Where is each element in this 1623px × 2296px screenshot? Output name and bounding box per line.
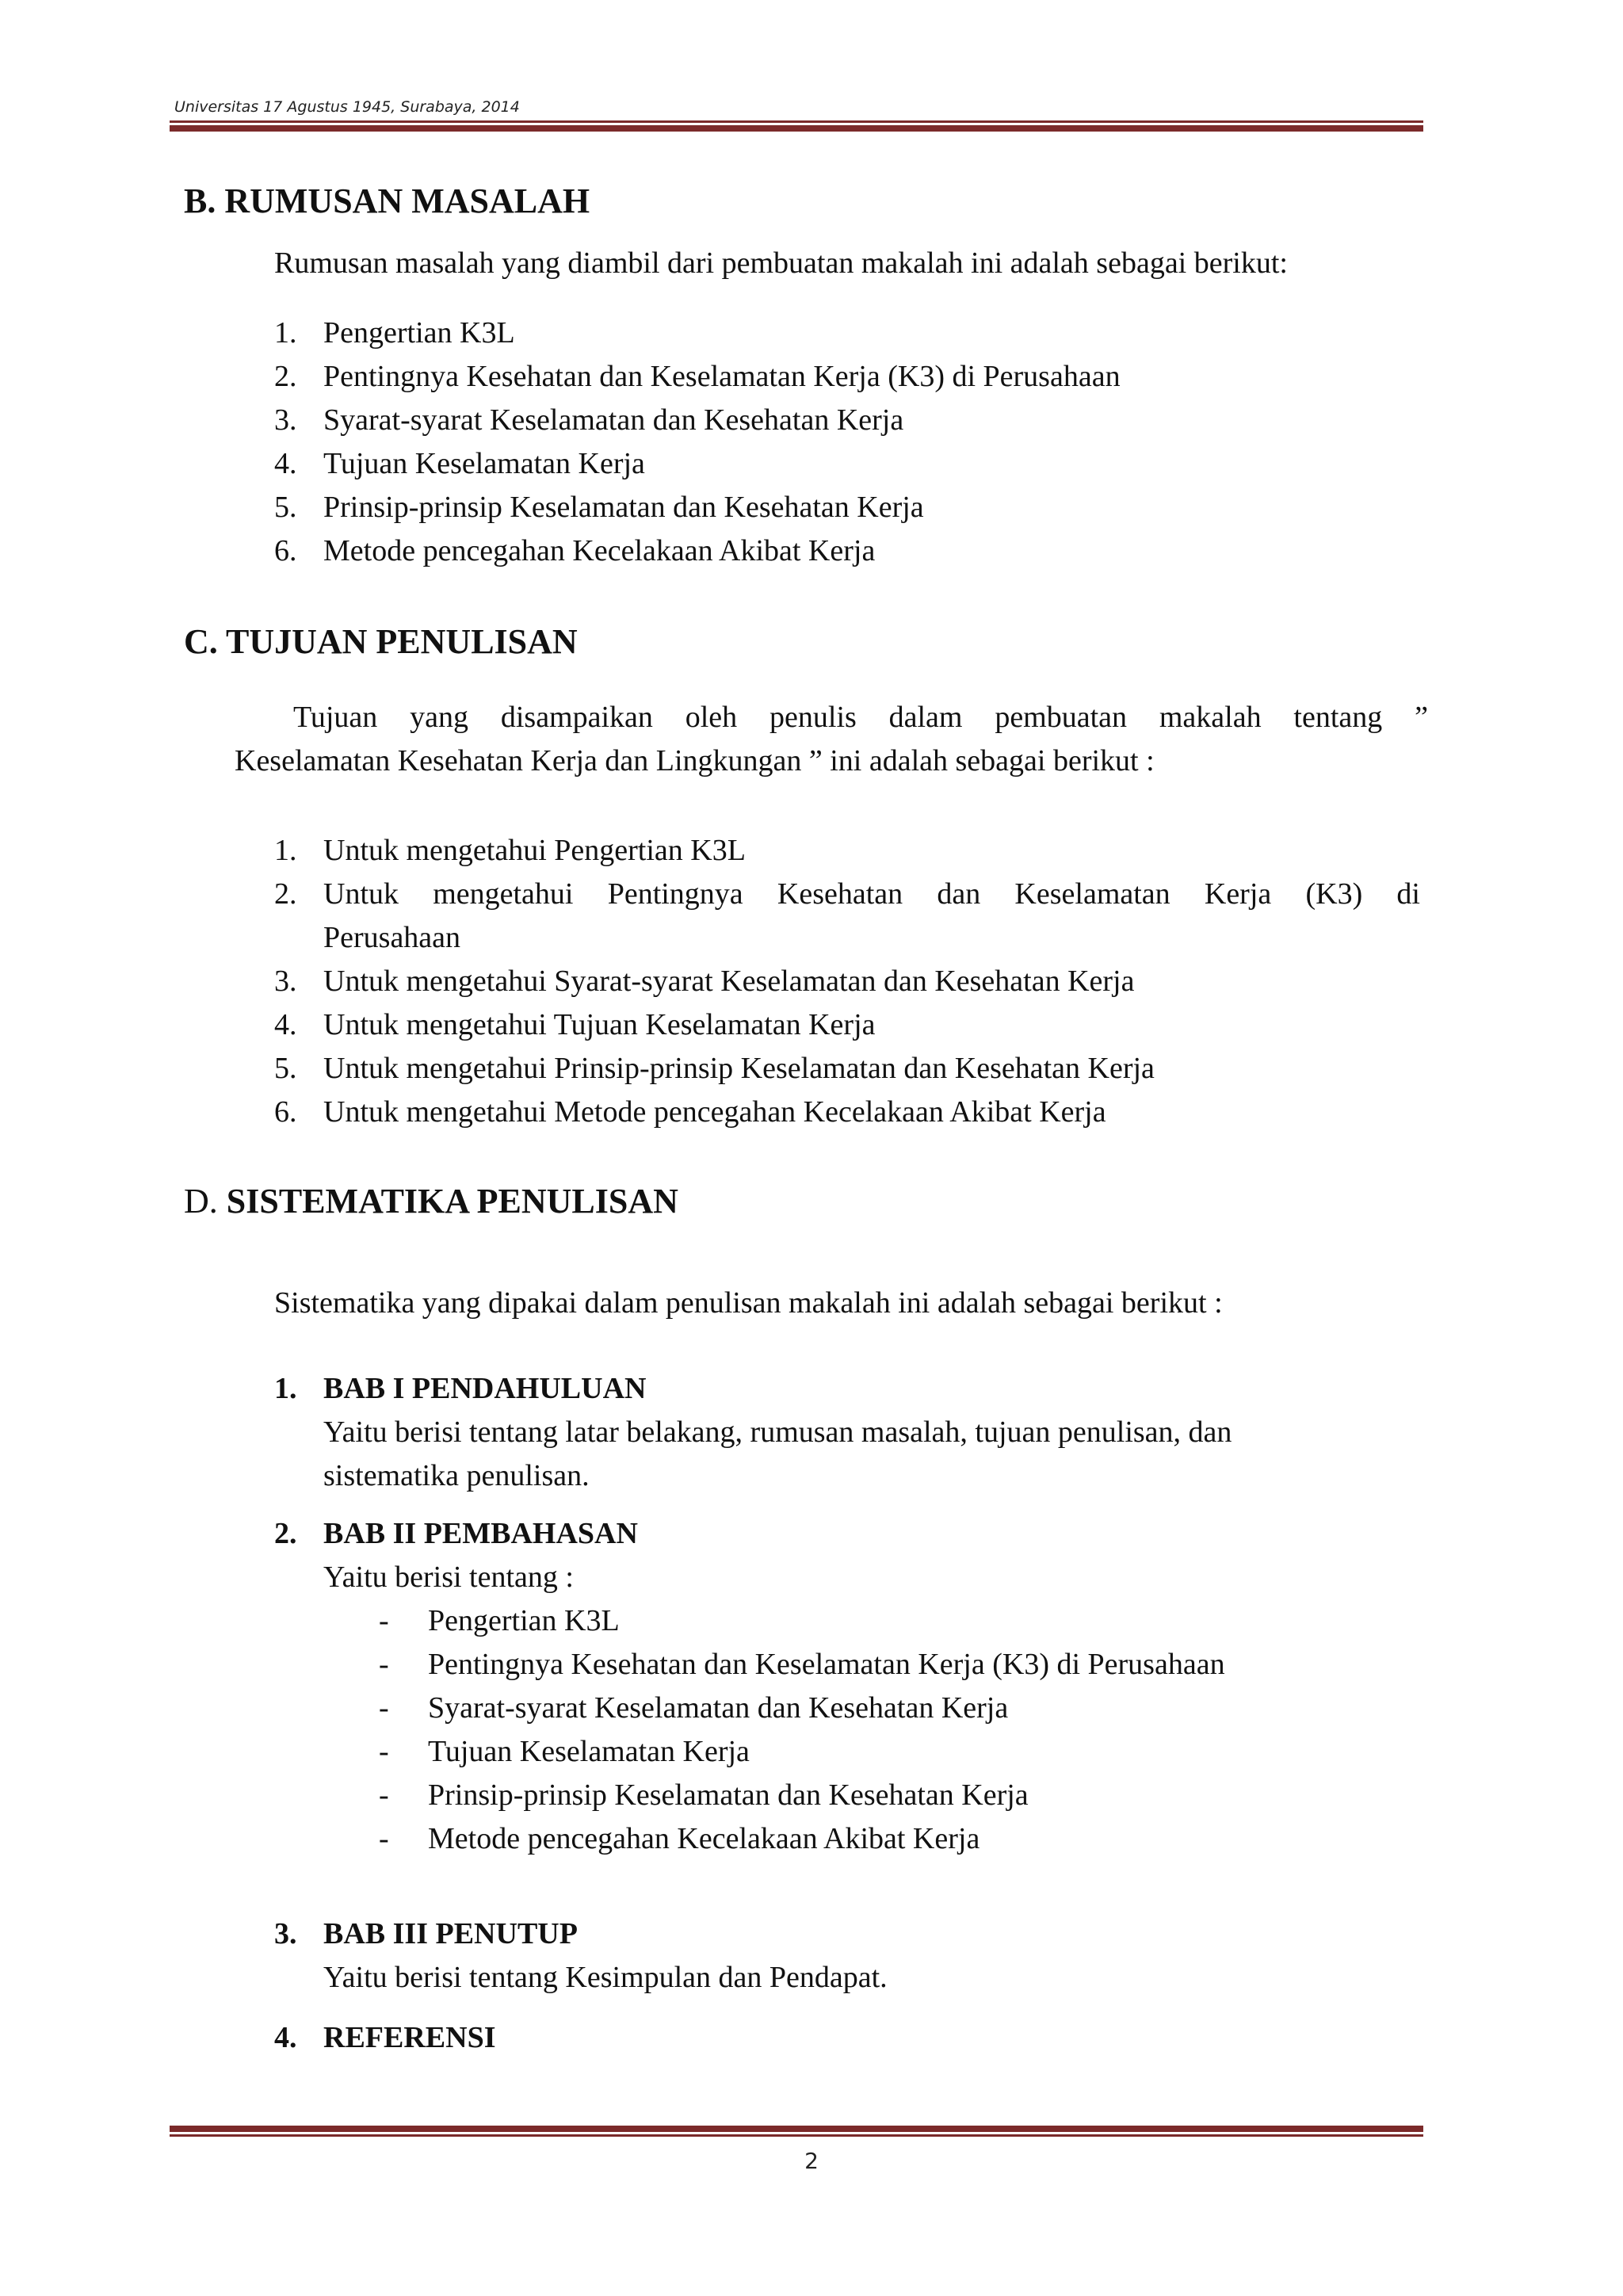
- sub-item: Metode pencegahan Kecelakaan Akibat Kerja: [428, 1822, 980, 1855]
- bab-number: 4.: [274, 2021, 297, 2054]
- list-number: 2.: [274, 877, 297, 911]
- list-item: Untuk mengetahui Pengertian K3L: [323, 834, 746, 867]
- section-d-title: [184, 1184, 678, 1219]
- section-d-intro: Sistematika yang dipakai dalam penulisan makalah ini adalah sebagai berikut :: [274, 1286, 1223, 1320]
- list-item: Prinsip-prinsip Keselamatan dan Kesehatan Kerja: [323, 491, 924, 524]
- sub-item: Pentingnya Kesehatan dan Keselamatan Kerja (K3) di Perusahaan: [428, 1648, 1225, 1681]
- list-number: 6.: [274, 1095, 297, 1129]
- bab-title: BAB III PENUTUP: [323, 1917, 578, 1950]
- list-item: Untuk mengetahui Tujuan Keselamatan Kerja: [323, 1008, 876, 1041]
- sub-item: Pengertian K3L: [428, 1604, 620, 1637]
- sub-item: Prinsip-prinsip Keselamatan dan Kesehatan Kerja: [428, 1778, 1029, 1812]
- bab-number: 3.: [274, 1917, 297, 1950]
- list-number: 4.: [274, 447, 297, 480]
- section-c-paragraph-line2: Keselamatan Kesehatan Kerja dan Lingkungan ” ini adalah sebagai berikut :: [235, 744, 1155, 777]
- page-number: 2: [804, 2148, 819, 2174]
- list-item: Syarat-syarat Keselamatan dan Kesehatan Kerja: [323, 403, 904, 437]
- bab-title: REFERENSI: [323, 2021, 496, 2054]
- list-item: Untuk mengetahui Syarat-syarat Keselamatan dan Kesehatan Kerja: [323, 965, 1135, 998]
- sub-item: Syarat-syarat Keselamatan dan Kesehatan Kerja: [428, 1691, 1009, 1725]
- list-item: Untuk mengetahui Metode pencegahan Kecelakaan Akibat Kerja: [323, 1095, 1106, 1129]
- bab-title: BAB II PEMBAHASAN: [323, 1517, 638, 1550]
- list-number: 1.: [274, 834, 297, 867]
- list-item: Metode pencegahan Kecelakaan Akibat Kerja: [323, 534, 876, 567]
- list-item: Pengertian K3L: [323, 316, 515, 350]
- bab-description: sistematika penulisan.: [323, 1459, 590, 1492]
- list-number: 4.: [274, 1008, 297, 1041]
- section-b-intro: Rumusan masalah yang diambil dari pembuatan makalah ini adalah sebagai berikut:: [274, 246, 1288, 280]
- dash-bullet: -: [379, 1735, 389, 1768]
- bab-description: Yaitu berisi tentang Kesimpulan dan Pendapat.: [323, 1961, 888, 1994]
- section-d-title-text: SISTEMATIKA PENULISAN: [226, 1182, 678, 1221]
- list-number: 5.: [274, 491, 297, 524]
- dash-bullet: -: [379, 1648, 389, 1681]
- section-d-prefix: D.: [184, 1182, 218, 1221]
- bab-description: Yaitu berisi tentang :: [323, 1561, 574, 1594]
- dash-bullet: -: [379, 1778, 389, 1812]
- page-header: Universitas 17 Agustus 1945, Surabaya, 2014: [174, 98, 520, 116]
- sub-item: Tujuan Keselamatan Kerja: [428, 1735, 750, 1768]
- list-number: 6.: [274, 534, 297, 567]
- bab-number: 1.: [274, 1372, 297, 1405]
- dash-bullet: -: [379, 1822, 389, 1855]
- section-c-paragraph-line1: Tujuan yang disampaikan oleh penulis dalam pembuatan makalah tentang ”: [293, 701, 1428, 734]
- section-c-title: C. TUJUAN PENULISAN: [184, 622, 578, 661]
- list-number: 5.: [274, 1052, 297, 1085]
- list-number: 3.: [274, 965, 297, 998]
- list-number: 2.: [274, 360, 297, 393]
- section-b-title: B. RUMUSAN MASALAH: [184, 181, 590, 220]
- footer-rule: [170, 2126, 1423, 2137]
- list-number: 3.: [274, 403, 297, 437]
- bab-number: 2.: [274, 1517, 297, 1550]
- bab-description: Yaitu berisi tentang latar belakang, rumusan masalah, tujuan penulisan, dan: [323, 1415, 1232, 1449]
- list-item: Pentingnya Kesehatan dan Keselamatan Kerja (K3) di Perusahaan: [323, 360, 1121, 393]
- bab-title: BAB I PENDAHULUAN: [323, 1372, 647, 1405]
- list-item: Untuk mengetahui Pentingnya Kesehatan dan Keselamatan Kerja (K3) di: [323, 877, 1420, 911]
- dash-bullet: -: [379, 1604, 389, 1637]
- header-rule: [170, 120, 1423, 132]
- list-item: Tujuan Keselamatan Kerja: [323, 447, 645, 480]
- list-item: Untuk mengetahui Prinsip-prinsip Keselamatan dan Kesehatan Kerja: [323, 1052, 1155, 1085]
- dash-bullet: -: [379, 1691, 389, 1725]
- list-item-continuation: Perusahaan: [323, 921, 461, 954]
- list-number: 1.: [274, 316, 297, 350]
